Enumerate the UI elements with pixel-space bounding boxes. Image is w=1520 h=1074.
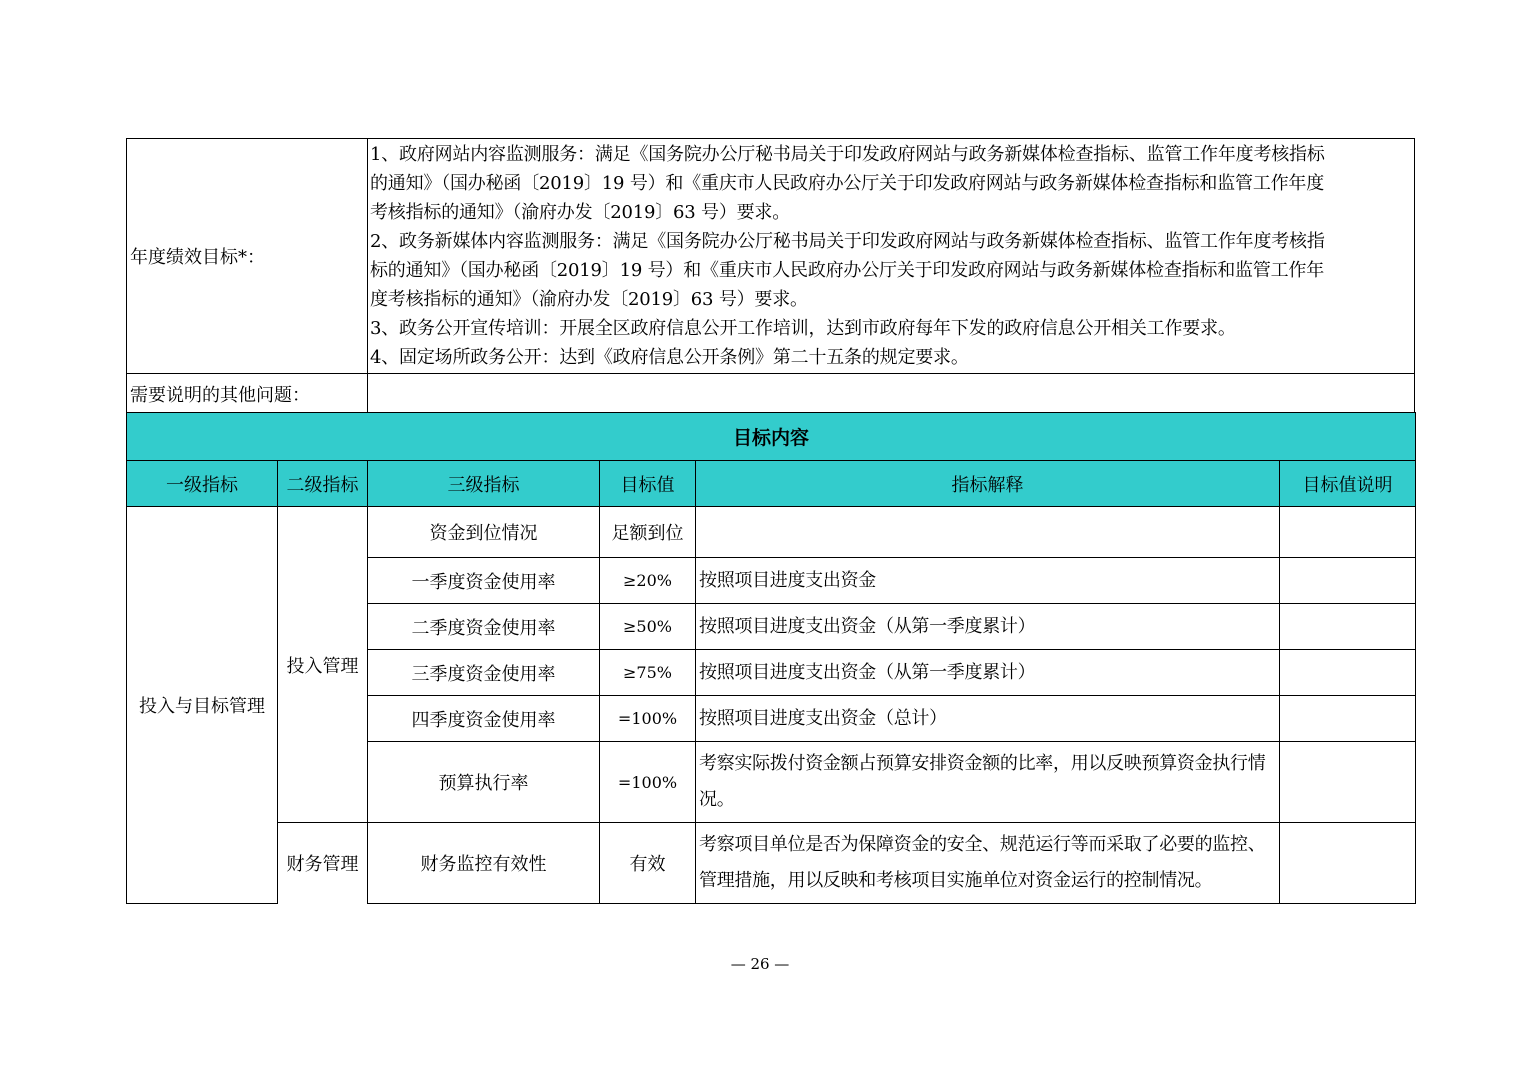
value-note-cell xyxy=(1280,742,1416,823)
header-explanation: 指标解释 xyxy=(696,461,1280,507)
goal-line: 考核指标的通知》（渝府办发〔2019〕63 号）要求。 xyxy=(370,202,791,223)
annual-goal-table xyxy=(126,138,1415,415)
target-value-cell: =100% xyxy=(600,696,696,742)
annual-goal-content xyxy=(368,139,1415,374)
header-target-value: 目标值 xyxy=(600,461,696,507)
header-level2: 二级指标 xyxy=(278,461,368,507)
level3-cell: 预算执行率 xyxy=(368,742,600,823)
header-level1: 一级指标 xyxy=(127,461,278,507)
goal-line: 的通知》（国办秘函〔2019〕19 号）和《重庆市人民政府办公厅关于印发政府网站与政务新媒体检查指标和监管工作年度 xyxy=(370,173,1325,194)
value-note-cell xyxy=(1280,696,1416,742)
value-note-cell xyxy=(1280,650,1416,696)
goal-line: 1、政府网站内容监测服务：满足《国务院办公厅秘书局关于印发政府网站与政务新媒体检查指标、监管工作年度考核指标 xyxy=(370,144,1325,165)
value-note-cell xyxy=(1280,823,1416,904)
level1-cell: 投入与目标管理 xyxy=(127,507,278,904)
explanation-cell: 按照项目进度支出资金 xyxy=(696,558,1280,604)
target-value-cell: =100% xyxy=(600,742,696,823)
other-issues-label: 需要说明的其他问题： xyxy=(127,374,368,415)
annual-goal-label: 年度绩效目标*： xyxy=(127,139,368,374)
goal-line: 度考核指标的通知》（渝府办发〔2019〕63 号）要求。 xyxy=(370,289,808,310)
table-row xyxy=(127,507,1416,558)
header-level3: 三级指标 xyxy=(368,461,600,507)
header-value-note: 目标值说明 xyxy=(1280,461,1416,507)
goal-line: 3、政务公开宣传培训：开展全区政府信息公开工作培训，达到市政府每年下发的政府信息公开相关工作要求。 xyxy=(370,318,1236,339)
target-content-title: 目标内容 xyxy=(127,413,1416,461)
level3-cell: 三季度资金使用率 xyxy=(368,650,600,696)
target-value-cell: 足额到位 xyxy=(600,507,696,558)
goal-line: 4、固定场所政务公开：达到《政府信息公开条例》第二十五条的规定要求。 xyxy=(370,347,969,368)
level3-cell: 二季度资金使用率 xyxy=(368,604,600,650)
level3-cell: 资金到位情况 xyxy=(368,507,600,558)
other-issues-value xyxy=(368,374,1415,415)
level3-cell: 一季度资金使用率 xyxy=(368,558,600,604)
level2-cell: 财务管理 xyxy=(278,823,368,904)
explanation-cell: 按照项目进度支出资金（从第一季度累计） xyxy=(696,650,1280,696)
table-row xyxy=(127,823,1416,904)
explanation-cell: 按照项目进度支出资金（总计） xyxy=(696,696,1280,742)
target-value-cell: ≥20% xyxy=(600,558,696,604)
level3-cell: 四季度资金使用率 xyxy=(368,696,600,742)
explanation-cell: 考察项目单位是否为保障资金的安全、规范运行等而采取了必要的监控、管理措施，用以反映和考核项目实施单位对资金运行的控制情况。 xyxy=(696,823,1280,904)
explanation-cell: 按照项目进度支出资金（从第一季度累计） xyxy=(696,604,1280,650)
goal-line: 标的通知》（国办秘函〔2019〕19 号）和《重庆市人民政府办公厅关于印发政府网站与政务新媒体检查指标和监管工作年 xyxy=(370,260,1325,281)
level3-cell: 财务监控有效性 xyxy=(368,823,600,904)
target-value-cell: ≥50% xyxy=(600,604,696,650)
page-number: — 26 — xyxy=(730,955,790,973)
target-value-cell: 有效 xyxy=(600,823,696,904)
level2-cell: 投入管理 xyxy=(278,507,368,823)
explanation-cell xyxy=(696,507,1280,558)
target-content-table xyxy=(126,412,1416,904)
value-note-cell xyxy=(1280,507,1416,558)
value-note-cell xyxy=(1280,558,1416,604)
value-note-cell xyxy=(1280,604,1416,650)
explanation-cell: 考察实际拨付资金额占预算安排资金额的比率，用以反映预算资金执行情况。 xyxy=(696,742,1280,823)
target-value-cell: ≥75% xyxy=(600,650,696,696)
goal-line: 2、政务新媒体内容监测服务：满足《国务院办公厅秘书局关于印发政府网站与政务新媒体检查指标、监管工作年度考核指 xyxy=(370,231,1325,252)
